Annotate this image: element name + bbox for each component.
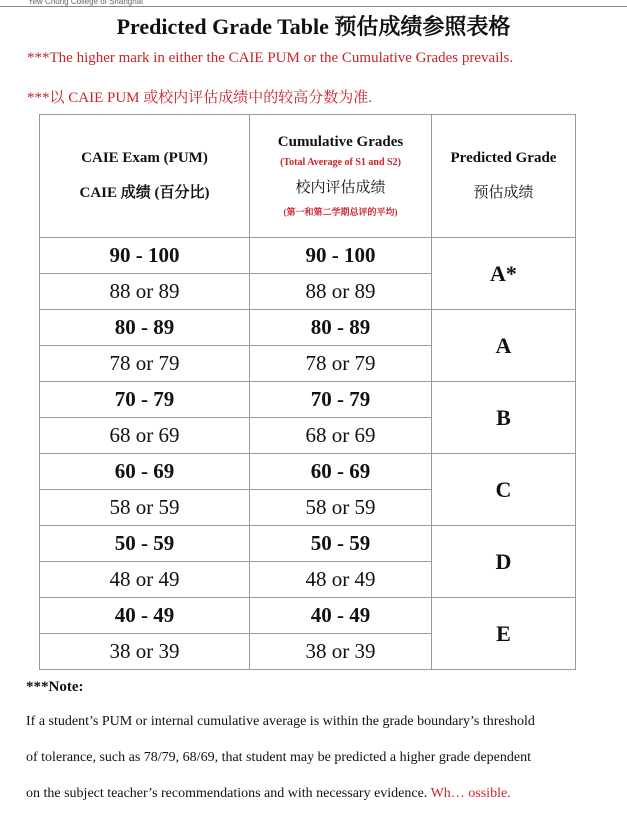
header-cumulative-title: Cumulative Grades [277,134,404,150]
caie-range: 40 - 49 [40,598,250,634]
table-row [40,310,576,346]
predicted-grade: E [432,598,576,670]
predicted-grade: A [432,310,576,382]
caie-range: 50 - 59 [40,526,250,562]
caie-threshold: 88 or 89 [40,274,250,310]
header-cumulative-subtitle: 校内评估成绩 [295,180,386,196]
cumulative-range: 80 - 89 [250,310,432,346]
caie-range: 90 - 100 [40,238,250,274]
cumulative-range: 70 - 79 [250,382,432,418]
header-predicted-subtitle: 预估成绩 [473,185,534,201]
table-row [40,454,576,490]
header-predicted-title: Predicted Grade [450,150,557,166]
header-predicted-grade [432,115,576,238]
table-row [40,238,576,274]
predicted-grade: B [432,382,576,454]
footnote-line-3-text: on the subject teacher’s recommendations and with necessary evidence. [26,786,428,801]
cumulative-threshold: 78 or 79 [250,346,432,382]
cumulative-threshold: 58 or 59 [250,490,432,526]
caie-threshold: 38 or 39 [40,634,250,670]
footnote-line-1: If a student’s PUM or internal cumulative average is within the grade boundary’s threshold [26,714,535,729]
caie-range: 60 - 69 [40,454,250,490]
predicted-grade: C [432,454,576,526]
header-cumulative-note: (Total Average of S1 and S2) [280,157,401,168]
page-header [0,0,627,9]
cumulative-range: 50 - 59 [250,526,432,562]
note-chinese: ***以 CAIE PUM 或校内评估成绩中的较高分数为准. [27,90,373,106]
predicted-grade: D [432,526,576,598]
header-school-name: Yew Chung College of Shanghai [28,0,143,6]
footnote-line-3-tail: Wh… ossible. [430,786,511,801]
header-caie-exam [40,115,250,238]
caie-threshold: 68 or 69 [40,418,250,454]
table-row [40,526,576,562]
header-divider [0,6,627,7]
cumulative-threshold: 68 or 69 [250,418,432,454]
header-caie-title: CAIE Exam (PUM) [81,150,208,166]
caie-threshold: 48 or 49 [40,562,250,598]
footnote-title: ***Note: [26,679,84,695]
cumulative-range: 40 - 49 [250,598,432,634]
cumulative-threshold: 88 or 89 [250,274,432,310]
caie-range: 70 - 79 [40,382,250,418]
grade-table [39,114,576,670]
caie-range: 80 - 89 [40,310,250,346]
header-cumulative-grades [250,115,432,238]
note-english: ***The higher mark in either the CAIE PUM or the Cumulative Grades prevails. [27,50,514,66]
page-title: Predicted Grade Table 预估成绩参照表格 [116,14,511,39]
cumulative-range: 90 - 100 [250,238,432,274]
table-row [40,382,576,418]
header-cumulative-note-zh: (第一和第二学期总评的平均) [283,207,398,217]
cumulative-threshold: 48 or 49 [250,562,432,598]
cumulative-range: 60 - 69 [250,454,432,490]
cumulative-threshold: 38 or 39 [250,634,432,670]
footnote-line-3 [26,786,511,802]
caie-threshold: 58 or 59 [40,490,250,526]
caie-threshold: 78 or 79 [40,346,250,382]
predicted-grade: A* [432,238,576,310]
footnote-line-2: of tolerance, such as 78/79, 68/69, that student may be predicted a higher grade dependent [26,750,531,765]
table-header-row [40,115,576,238]
header-caie-subtitle: CAIE 成绩 (百分比) [79,185,210,201]
table-row [40,598,576,634]
